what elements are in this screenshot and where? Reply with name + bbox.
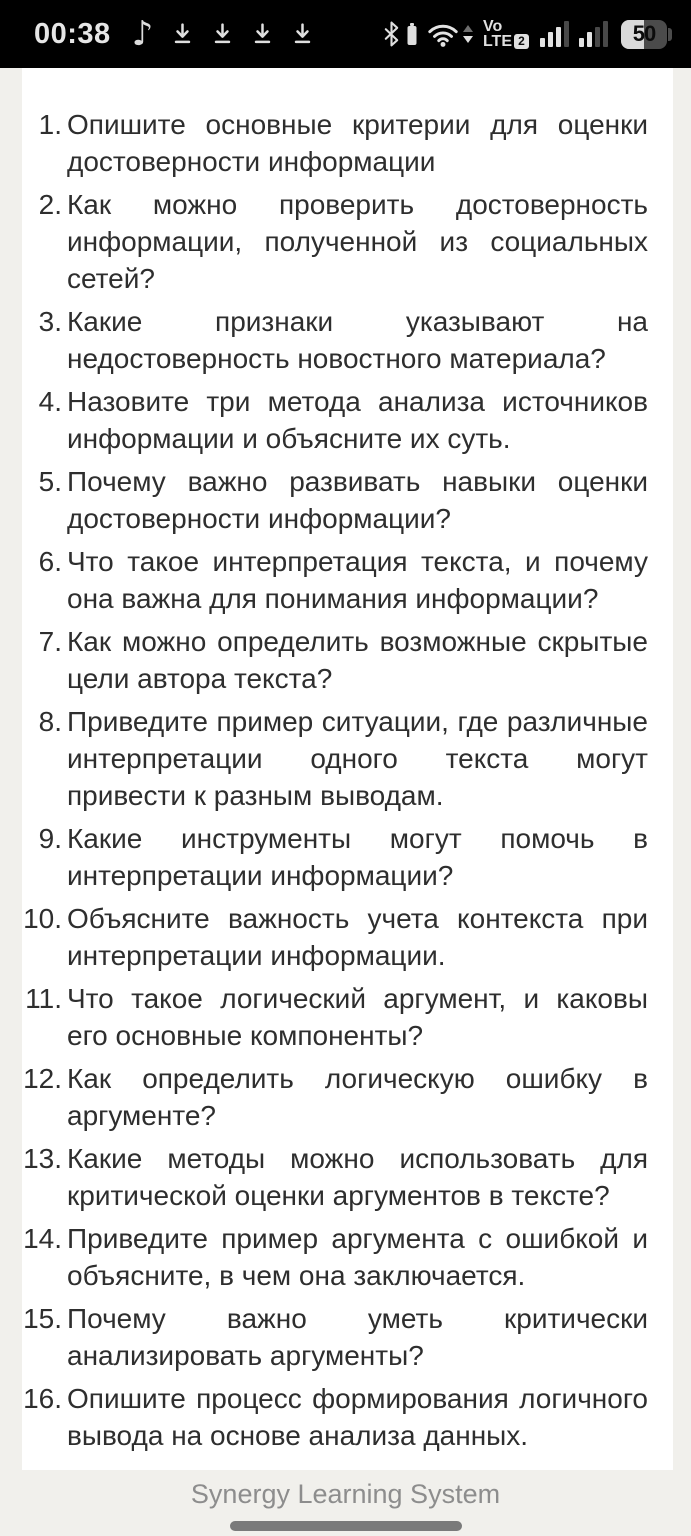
wifi-icon: [426, 21, 473, 48]
gesture-nav-handle[interactable]: [230, 1521, 462, 1531]
question-item: [22, 543, 648, 617]
document-page: [22, 68, 673, 1470]
question-number: 14.: [23, 1223, 62, 1254]
question-number: 16.: [23, 1383, 62, 1414]
question-item: [22, 820, 648, 894]
question-text: Почему важно уметь критически анализировать аргументы?: [67, 1303, 648, 1371]
download-icon: [250, 21, 275, 47]
question-item: [22, 980, 648, 1054]
question-item: [22, 1060, 648, 1134]
question-text: Как можно проверить достоверность информации, полученной из социальных сетей?: [67, 189, 648, 294]
connected-device-battery-icon: [405, 20, 419, 48]
battery-percent-label: 50: [632, 21, 656, 46]
download-icon: [210, 21, 235, 47]
question-number: 1.: [38, 109, 62, 140]
question-list: [22, 106, 648, 1454]
cellular-signal-icons: [536, 21, 608, 47]
question-number: 10.: [23, 903, 62, 934]
question-number: 12.: [23, 1063, 62, 1094]
question-number: 11.: [25, 983, 62, 1014]
question-number: 9.: [38, 823, 62, 854]
question-text: Какие методы можно использовать для критической оценки аргументов в тексте?: [67, 1143, 648, 1211]
cellular-signal-icon-sim2: [579, 21, 608, 47]
volte-label-top: Vo: [482, 18, 503, 35]
question-text: Что такое интерпретация текста, и почему она важна для понимания информации?: [67, 546, 648, 614]
bluetooth-icon: [382, 20, 401, 48]
upload-arrow-icon: [463, 25, 473, 32]
footer-brand-label: Synergy Learning System: [190, 1479, 501, 1509]
question-item: [22, 1380, 648, 1454]
question-text: Почему важно развивать навыки оценки достоверности информации?: [67, 466, 648, 534]
question-text: Приведите пример ситуации, где различные интерпретации одного текста могут привести к разным выводам.: [67, 706, 648, 811]
battery-icon: [621, 20, 667, 49]
question-text: Опишите процесс формирования логичного вывода на основе анализа данных.: [67, 1383, 648, 1451]
question-item: [22, 106, 648, 180]
question-number: 6.: [38, 546, 62, 577]
download-icon: [170, 21, 195, 47]
notification-icons: [126, 14, 316, 54]
question-item: [22, 186, 648, 297]
cellular-signal-icon-sim1: [540, 21, 569, 47]
tiktok-icon: ♪: [131, 14, 154, 54]
question-item: [22, 623, 648, 697]
download-arrow-icon: [463, 36, 473, 43]
question-item: [22, 1300, 648, 1374]
clock-label: 00:38: [34, 17, 111, 50]
question-number: 7.: [38, 626, 62, 657]
question-item: [22, 703, 648, 814]
volte-indicator: [483, 19, 529, 49]
app-footer: [0, 1470, 691, 1536]
question-text: Опишите основные критерии для оценки достоверности информации: [67, 109, 648, 177]
question-item: [22, 303, 648, 377]
question-item: [22, 383, 648, 457]
sim2-badge: 2: [514, 34, 529, 49]
volte-label-bottom: LTE: [482, 33, 512, 50]
question-text: Как определить логическую ошибку в аргументе?: [67, 1063, 648, 1131]
question-number: 13.: [23, 1143, 62, 1174]
question-number: 5.: [38, 466, 62, 497]
question-number: 4.: [38, 386, 62, 417]
question-number: 8.: [38, 706, 62, 737]
question-text: Какие инструменты могут помочь в интерпретации информации?: [67, 823, 648, 891]
question-number: 3.: [38, 306, 62, 337]
question-text: Какие признаки указывают на недостоверность новостного материала?: [67, 306, 648, 374]
question-item: [22, 900, 648, 974]
question-text: Приведите пример аргумента с ошибкой и объясните, в чем она заключается.: [67, 1223, 648, 1291]
question-number: 2.: [38, 189, 62, 220]
status-bar-right: [382, 19, 667, 49]
question-item: [22, 463, 648, 537]
download-icon: [290, 21, 315, 47]
question-text: Назовите три метода анализа источников информации и объясните их суть.: [67, 386, 648, 454]
question-text: Что такое логический аргумент, и каковы его основные компоненты?: [67, 983, 648, 1051]
question-text: Как можно определить возможные скрытые цели автора текста?: [67, 626, 648, 694]
status-bar-left: [34, 14, 315, 54]
wifi-activity-arrows-icon: [463, 25, 473, 43]
question-item: [22, 1220, 648, 1294]
question-text: Объясните важность учета контекста при интерпретации информации.: [67, 903, 648, 971]
question-item: [22, 1140, 648, 1214]
status-bar: [0, 0, 691, 68]
question-number: 15.: [23, 1303, 62, 1334]
